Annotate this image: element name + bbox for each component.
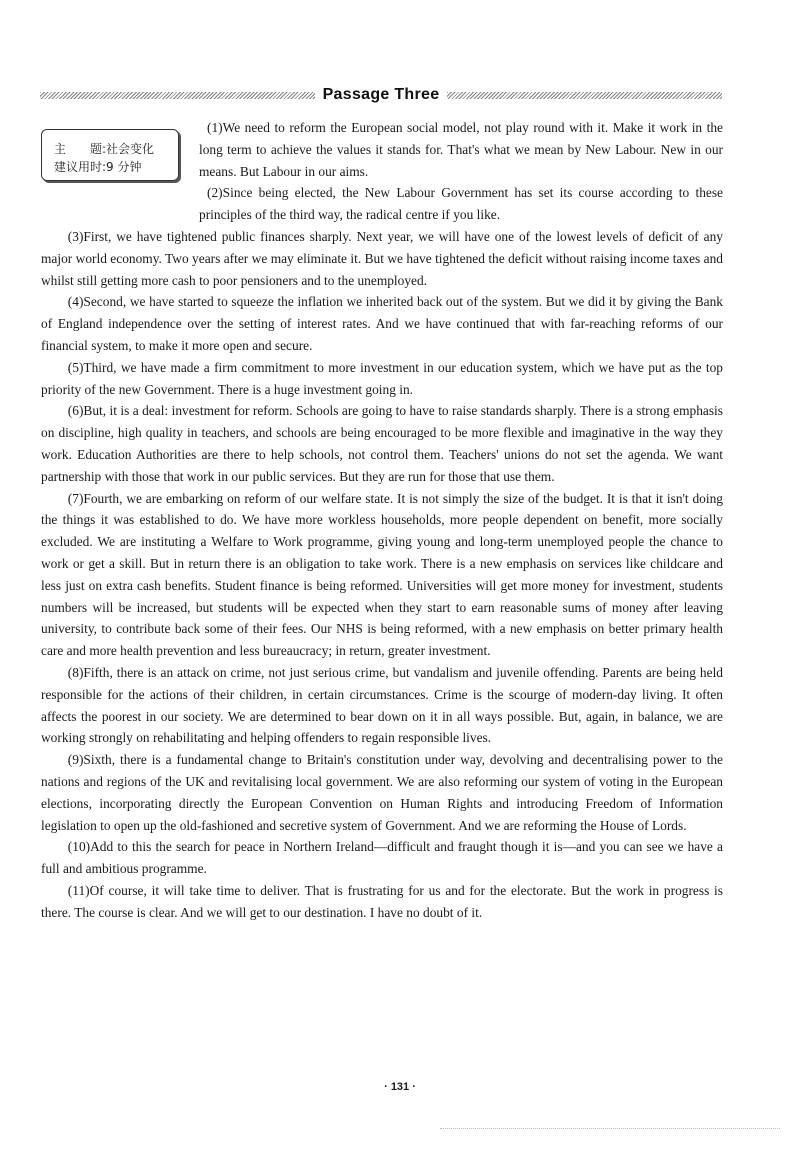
topic-value: 社会变化 (106, 142, 155, 156)
header-rule-left (40, 92, 315, 99)
paragraph-11: (11)Of course, it will take time to deliver. That is frustrating for us and for the electorate. But the work in progress is there. The course is clear. And we will get to our destination. I have no doubt of it. (41, 882, 723, 920)
paragraph-1: (1)We need to reform the European social model, not play round with it. Make it work in the long term to achieve the values it stands for. That's what we mean by New Labour. New in our means. But Labour in our aims. (199, 120, 723, 179)
paragraph-6: (6)But, it is a deal: investment for reform. Schools are going to have to raise standards sharply. There is a strong emphasis on discipline, high quality in teachers, and schools are being encouraged to be more flexible and imaginative in the way they work. Education Authorities are there to help schools, not control them. Teachers' unions do not set the agenda. We want partnership with those that work in our public services. But they are run for those that use them. (41, 403, 723, 484)
paragraph-9: (9)Sixth, there is a fundamental change to Britain's constitution under way, devolving and decentralising power to the nations and regions of the UK and revitalising local government. We are also reforming our system of voting in the European elections, incorporating directly the European Convention on Human Rights and introducing Freedom of Information legislation to open up the old-fashioned and secretive system of Government. And we are reforming the House of Lords. (41, 752, 723, 833)
scan-artifact-line (440, 1128, 780, 1130)
time-value: 9 分钟 (106, 160, 142, 174)
paragraph-3: (3)First, we have tightened public finances sharply. Next year, we will have one of the lowest levels of deficit of any major world economy. Two years after we may eliminate it. But we have tightened the deficit without raising income taxes and whilst still getting more cash to poor pensioners and to the unemployed. (41, 228, 723, 288)
passage-body (41, 117, 723, 923)
passage-title: Passage Three (322, 86, 440, 103)
paragraph-10: (10)Add to this the search for peace in Northern Ireland—difficult and fraught though it is—and you can see we have a full and ambitious programme. (41, 839, 723, 877)
paragraph-7: (7)Fourth, we are embarking on reform of our welfare state. It is not simply the size of the budget. It is that it isn't doing the things it was established to do. We have more workless households, more people dependent on benefit, more socially excluded. We are instituting a Welfare to Work programme, giving young and long-term unemployed people the chance to work or get a skill. But in return there is an obligation to take work. There is a new emphasis on services like childcare and less just on extra cash benefits. Student finance is being reformed. Universities will get more money for investment, students numbers will be increased, but students will be expected when they start to earn reasonable sums of money after leaving university, to contribute back some of their fees. Our NHS is being reformed, with a new emphasis on better primary health care and more health prevention and less bureaucracy; in return, greater investment. (41, 490, 723, 659)
header-rule-right (447, 92, 722, 99)
time-label: 建议用时: (54, 160, 107, 174)
paragraph-4: (4)Second, we have started to squeeze the inflation we inherited back out of the system. But we did it by giving the Bank of England independence over the setting of interest rates. And we have continued that with far-reaching reforms of our financial system, to make it more open and secure. (41, 294, 723, 353)
passage-header (40, 84, 722, 106)
paragraph-8: (8)Fifth, there is an attack on crime, not just serious crime, but vandalism and juvenile offending. Parents are being held responsible for the actions of their children, in certain circumstances. Crime is the scourge of modern-day living. It often affects the poorest in our society. We are determined to bear down on it in all ways possible. But, again, in balance, we are working strongly on rehabilitating and helping offenders to regain responsible lives. (41, 664, 723, 746)
page-number: · 131 · (384, 1081, 416, 1093)
paragraph-5: (5)Third, we have made a firm commitment to more investment in our education system, which we have put as the top priority of the new Government. There is a huge investment going in. (41, 359, 723, 397)
topic-label: 主 题: (54, 142, 107, 156)
paragraph-2: (2)Since being elected, the New Labour Government has set its course according to these principles of the third way, the radical centre if you like. (199, 185, 723, 223)
